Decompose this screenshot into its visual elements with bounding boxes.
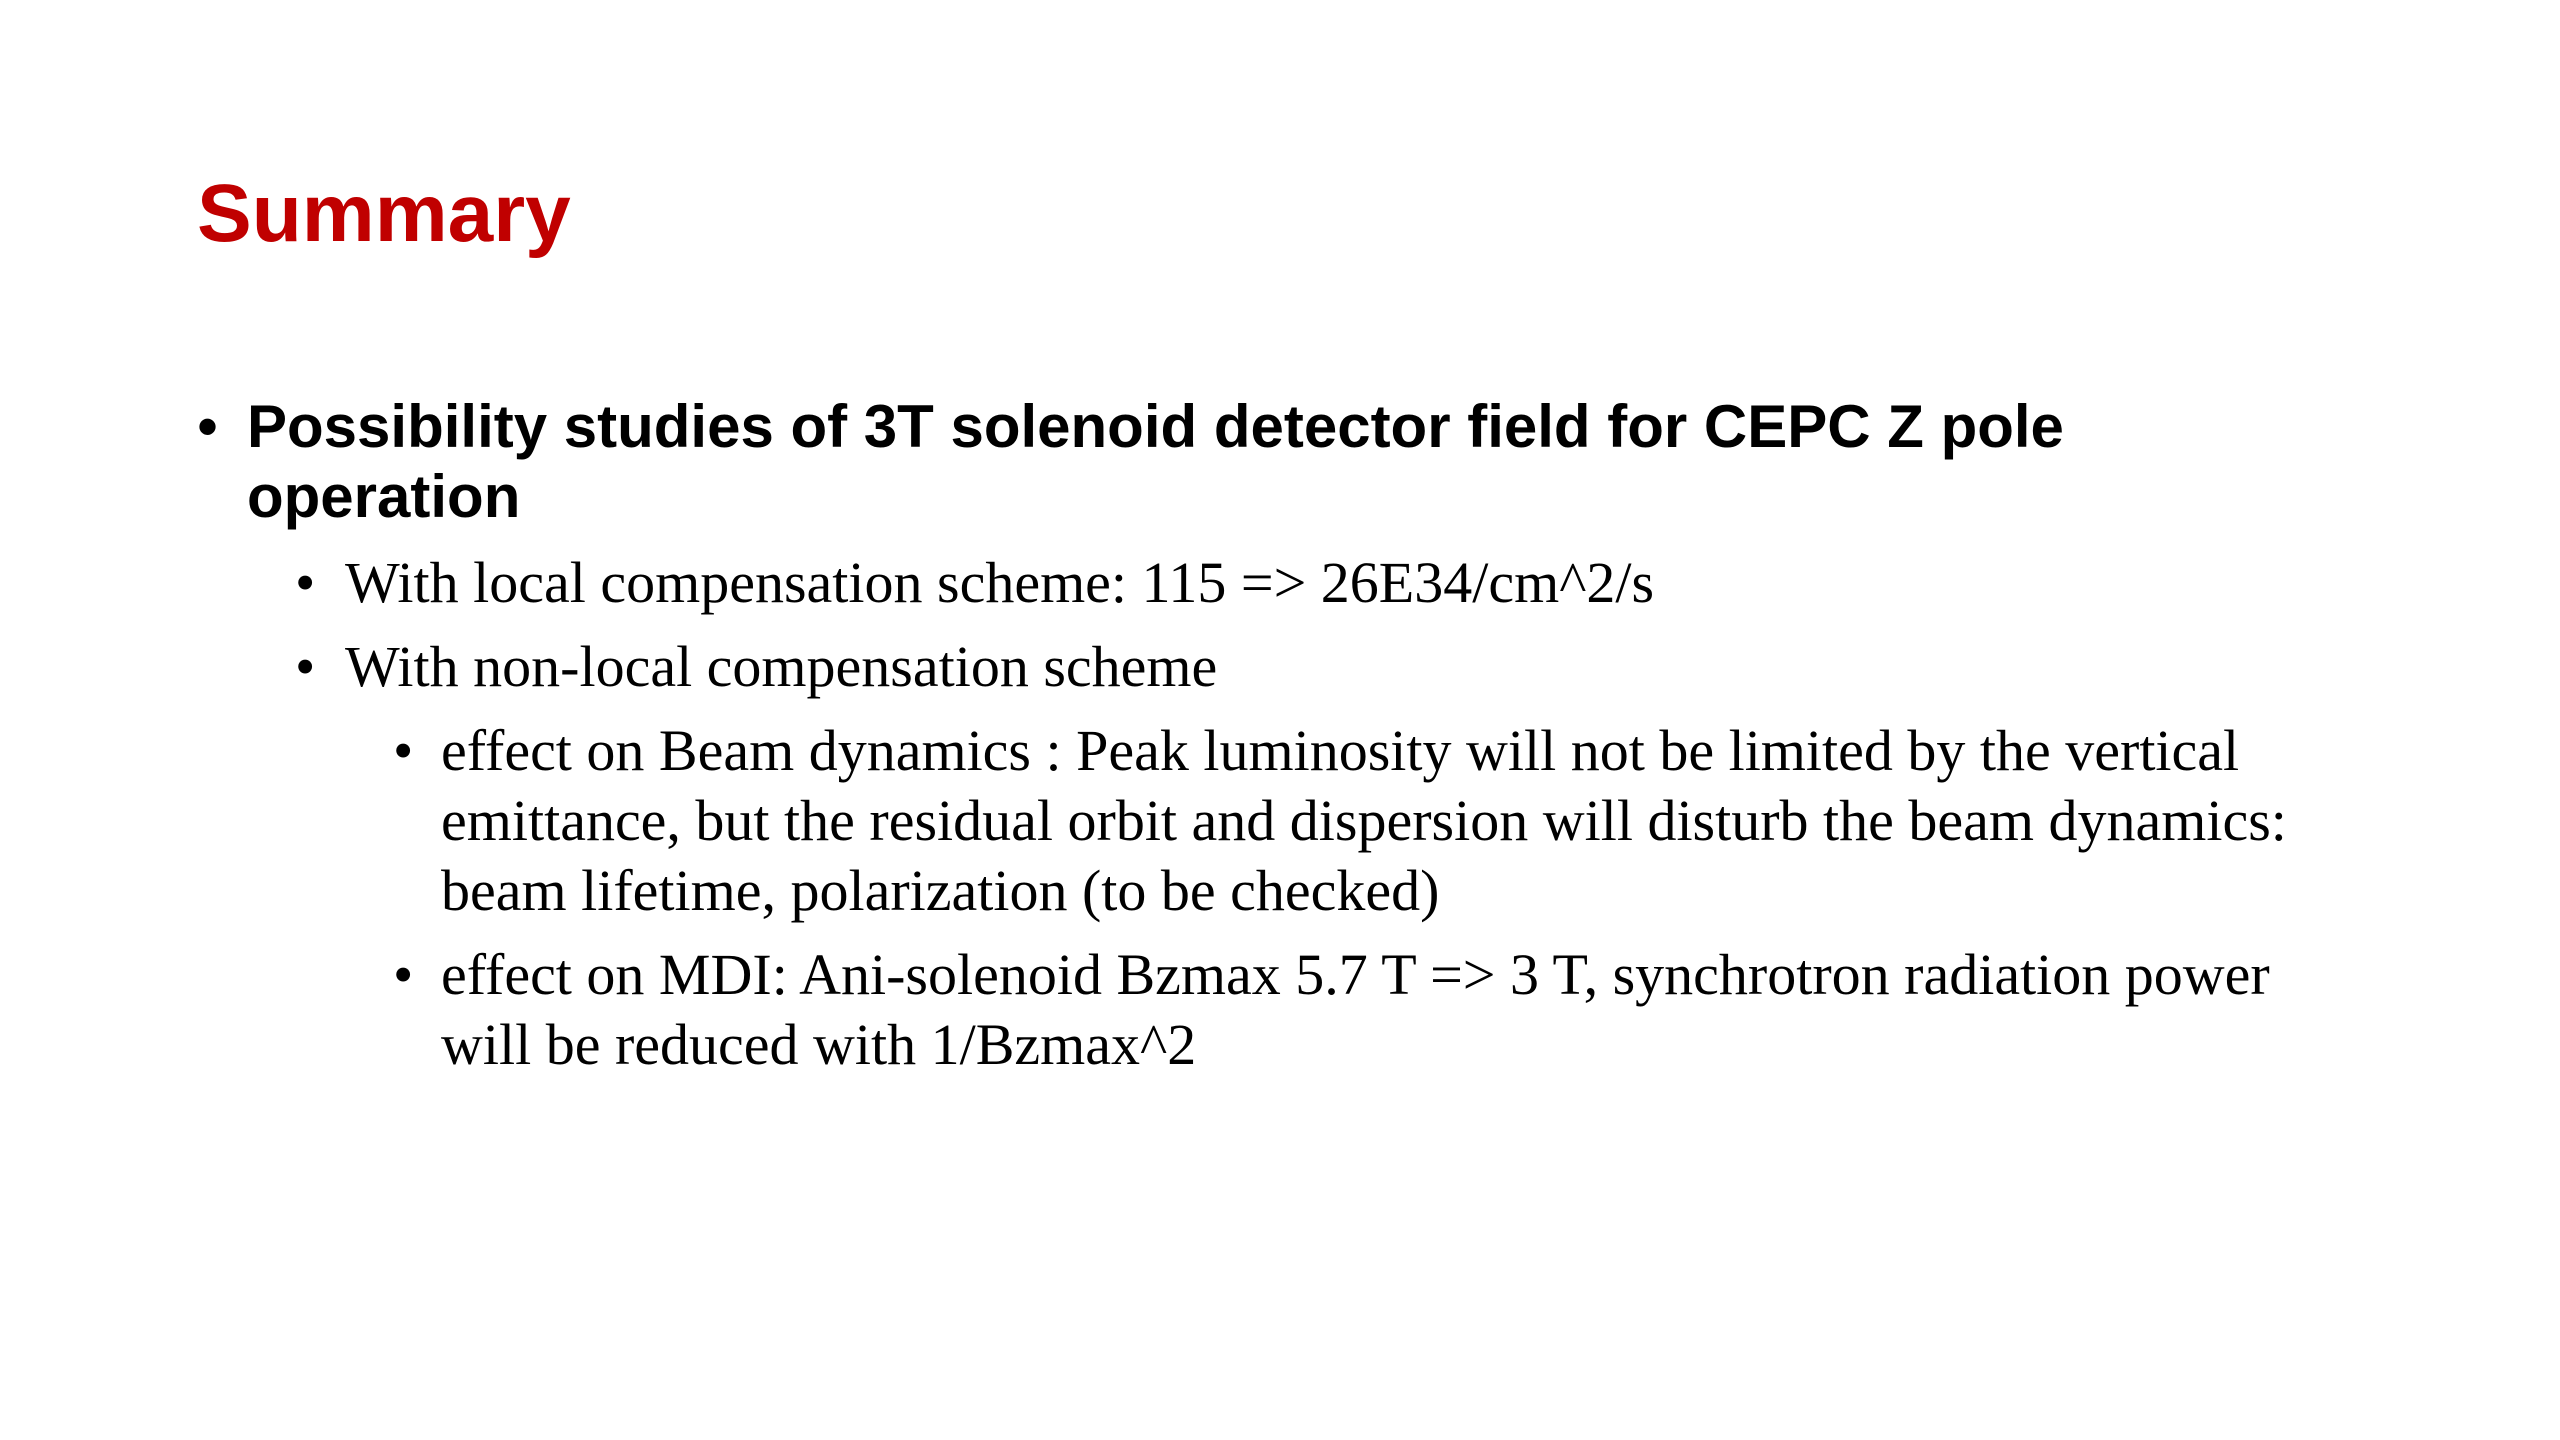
bullet-level2-text: With local compensation scheme: 115 => 26E34/cm^2/s <box>345 550 1655 615</box>
bullet-marker: • <box>393 718 414 783</box>
bullet-level1-text: Possibility studies of 3T solenoid detector field for CEPC Z pole operation <box>247 393 2064 530</box>
bullet-marker: • <box>295 550 316 615</box>
bullet-level3-text: effect on Beam dynamics : Peak luminosity will not be limited by the vertical emittance, but the residual orbit and dispersion will disturb the beam dynamics: beam lifetime, polarization (to be checked) <box>441 718 2287 923</box>
slide-title: Summary <box>197 168 571 259</box>
bullet-marker: • <box>197 393 219 460</box>
bullet-level3-item <box>393 940 2343 1080</box>
bullet-level2-item <box>295 548 2345 618</box>
bullet-marker: • <box>393 942 414 1007</box>
bullet-level3-item <box>393 716 2343 926</box>
bullet-level3-text: effect on MDI: Ani-solenoid Bzmax 5.7 T => 3 T, synchrotron radiation power will be reduced with 1/Bzmax^2 <box>441 942 2270 1077</box>
bullet-level1-item <box>197 392 2347 532</box>
bullet-level2-item <box>295 632 2345 702</box>
bullet-marker: • <box>295 634 316 699</box>
bullet-level2-text: With non-local compensation scheme <box>345 634 1218 699</box>
